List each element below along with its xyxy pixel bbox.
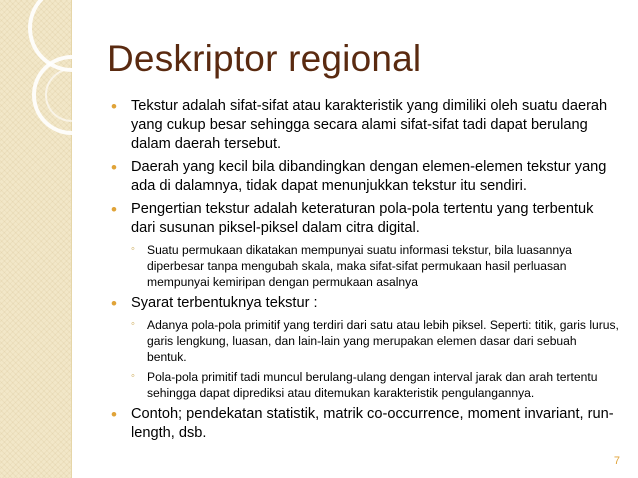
bullet-item (109, 158, 619, 196)
bullet-text: Adanya pola-pola primitif yang terdiri dari satu atau lebih piksel. Seperti: titik, garis lurus, garis lengkung, luasan, dan lain-lain yang merupakan elemen dasar dari sebuah bentuk. (147, 318, 619, 364)
bullet-dot-icon: • (111, 158, 117, 177)
bullet-dot-icon: • (111, 200, 117, 219)
bullet-list (109, 97, 619, 447)
bullet-item (109, 405, 619, 443)
bullet-dot-icon: • (111, 294, 117, 313)
sub-bullet-circle-icon: ◦ (131, 318, 135, 330)
bullet-text: Syarat terbentuknya tekstur : (131, 295, 318, 311)
bullet-text: Daerah yang kecil bila dibandingkan dengan elemen-elemen tekstur yang ada di dalamnya, tidak dapat menunjukkan tekstur itu sendiri. (131, 159, 607, 194)
page-number: 7 (613, 455, 620, 467)
bullet-text: Pola-pola primitif tadi muncul berulang-ulang dengan interval jarak dan arah tertentu sehingga dapat diprediksi atau ditemukan karakteristik pengulangannya. (147, 370, 598, 400)
sub-bullet-circle-icon: ◦ (131, 243, 135, 255)
bullet-text: Tekstur adalah sifat-sifat atau karakteristik yang dimiliki oleh suatu daerah yang cukup besar sehingga secara alami sifat-sifat tadi dapat berulang dalam daerah tersebut. (131, 98, 608, 152)
bullet-dot-icon: • (111, 405, 117, 424)
bullet-item (109, 97, 619, 154)
slide-title: Deskriptor regional (107, 38, 422, 79)
bullet-dot-icon: • (111, 97, 117, 116)
bullet-text: Contoh; pendekatan statistik, matrik co-occurrence, moment invariant, run-length, dsb. (131, 406, 614, 441)
sub-bullet-circle-icon: ◦ (131, 370, 135, 382)
bullet-item (109, 200, 619, 238)
bullet-item (109, 294, 619, 313)
sub-bullet-item (109, 317, 619, 365)
sub-bullet-item (109, 242, 619, 290)
bullet-text: Suatu permukaan dikatakan mempunyai suatu informasi tekstur, bila luasannya diperbesar tanpa mengubah skala, maka sifat-sifat permukaan hasil perluasan mempunyai kemiripan dengan permukaan asalnya (147, 243, 572, 289)
sub-bullet-item (109, 369, 619, 401)
bullet-text: Pengertian tekstur adalah keteraturan pola-pola tertentu yang terbentuk dari susunan piksel-piksel dalam citra digital. (131, 201, 594, 236)
